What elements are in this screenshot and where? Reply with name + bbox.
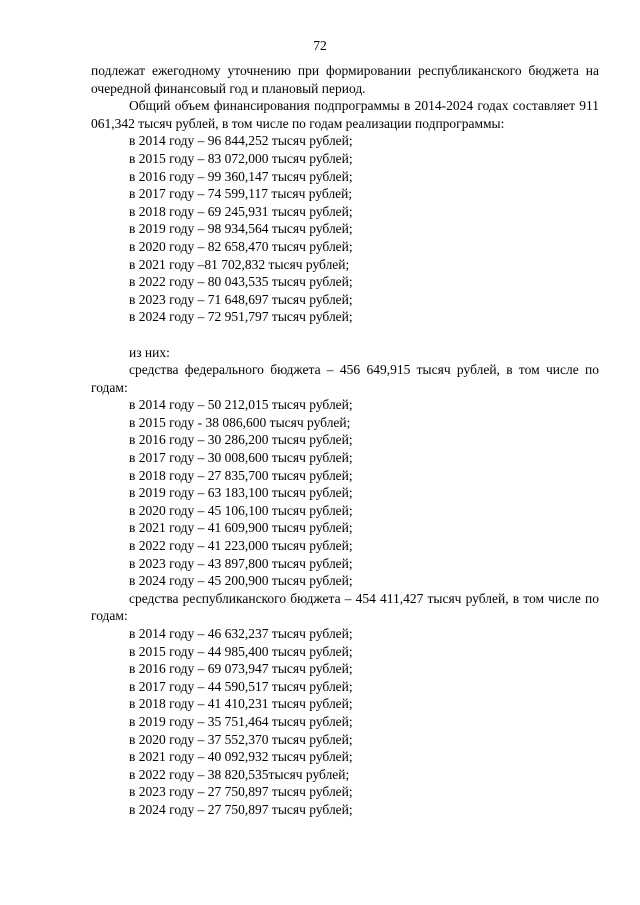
list-item: в 2016 году – 30 286,200 тысяч рублей; bbox=[129, 432, 353, 448]
page-number: 72 bbox=[313, 38, 327, 53]
list-item: в 2021 году –81 702,832 тысяч рублей; bbox=[129, 256, 350, 272]
list-item: в 2015 году - 38 086,600 тысяч рублей; bbox=[129, 414, 351, 430]
list-item: в 2019 году – 63 183,100 тысяч рублей; bbox=[129, 485, 353, 501]
list-item: в 2020 году – 37 552,370 тысяч рублей; bbox=[129, 731, 353, 747]
list-item: в 2024 году – 27 750,897 тысяч рублей; bbox=[129, 801, 353, 817]
list-item: в 2022 году – 41 223,000 тысяч рублей; bbox=[129, 538, 353, 554]
list-item: в 2018 году – 41 410,231 тысяч рублей; bbox=[129, 696, 353, 712]
list-item: в 2017 году – 30 008,600 тысяч рублей; bbox=[129, 450, 353, 466]
list-item: в 2019 году – 98 934,564 тысяч рублей; bbox=[129, 221, 353, 237]
list-item: в 2023 году – 71 648,697 тысяч рублей; bbox=[129, 291, 353, 307]
list-item: в 2021 году – 40 092,932 тысяч рублей; bbox=[129, 749, 353, 765]
list-item: в 2023 году – 43 897,800 тысяч рублей; bbox=[129, 555, 353, 571]
list-item: в 2024 году – 45 200,900 тысяч рублей; bbox=[129, 573, 353, 589]
republic-by-year-list bbox=[91, 625, 599, 819]
list-item: в 2021 году – 41 609,900 тысяч рублей; bbox=[129, 520, 353, 536]
list-item: в 2017 году – 74 599,117 тысяч рублей; bbox=[129, 186, 353, 202]
intro-paragraph: подлежат ежегодному уточнению при формировании республиканского бюджета на очередной финансовый год и плановый период. bbox=[91, 63, 599, 96]
list-item: в 2023 году – 27 750,897 тысяч рублей; bbox=[129, 784, 353, 800]
list-item: в 2022 году – 80 043,535 тысяч рублей; bbox=[129, 274, 353, 290]
list-item: в 2014 году – 46 632,237 тысяч рублей; bbox=[129, 626, 353, 641]
list-item: в 2024 году – 72 951,797 тысяч рублей; bbox=[129, 309, 353, 325]
document-body bbox=[91, 62, 599, 819]
total-by-year-list bbox=[91, 132, 599, 326]
list-item: в 2020 году – 82 658,470 тысяч рублей; bbox=[129, 238, 353, 254]
list-item: в 2018 году – 27 835,700 тысяч рублей; bbox=[129, 467, 353, 483]
federal-budget-paragraph: средства федерального бюджета – 456 649,915 тысяч рублей, в том числе по годам: bbox=[91, 362, 599, 395]
list-item: в 2016 году – 69 073,947 тысяч рублей; bbox=[129, 661, 353, 677]
list-item: в 2015 году – 83 072,000 тысяч рублей; bbox=[129, 150, 353, 166]
blank-line bbox=[91, 326, 599, 344]
list-item: в 2014 году – 96 844,252 тысяч рублей; bbox=[129, 133, 353, 149]
list-item: в 2019 году – 35 751,464 тысяч рублей; bbox=[129, 713, 353, 729]
republic-budget-paragraph: средства республиканского бюджета – 454 411,427 тысяч рублей, в том числе по годам: bbox=[91, 590, 599, 624]
list-item: в 2017 году – 44 590,517 тысяч рублей; bbox=[129, 678, 353, 694]
list-item: в 2018 году – 69 245,931 тысяч рублей; bbox=[129, 203, 353, 219]
federal-by-year-list bbox=[91, 396, 599, 590]
list-item: в 2015 году – 44 985,400 тысяч рублей; bbox=[129, 643, 353, 659]
list-item: в 2016 году – 99 360,147 тысяч рублей; bbox=[129, 168, 353, 184]
list-item: в 2014 году – 50 212,015 тысяч рублей; bbox=[129, 397, 353, 413]
total-funding-paragraph: Общий объем финансирования подпрограммы в 2014-2024 годах составляет 911 061,342 тысяч рублей, в том числе по годам реализации подпрограммы: bbox=[91, 98, 599, 131]
list-item: в 2022 году – 38 820,535тысяч рублей; bbox=[129, 766, 350, 782]
list-item: в 2020 году – 45 106,100 тысяч рублей; bbox=[129, 502, 353, 518]
of-which-label: из них: bbox=[129, 344, 170, 360]
